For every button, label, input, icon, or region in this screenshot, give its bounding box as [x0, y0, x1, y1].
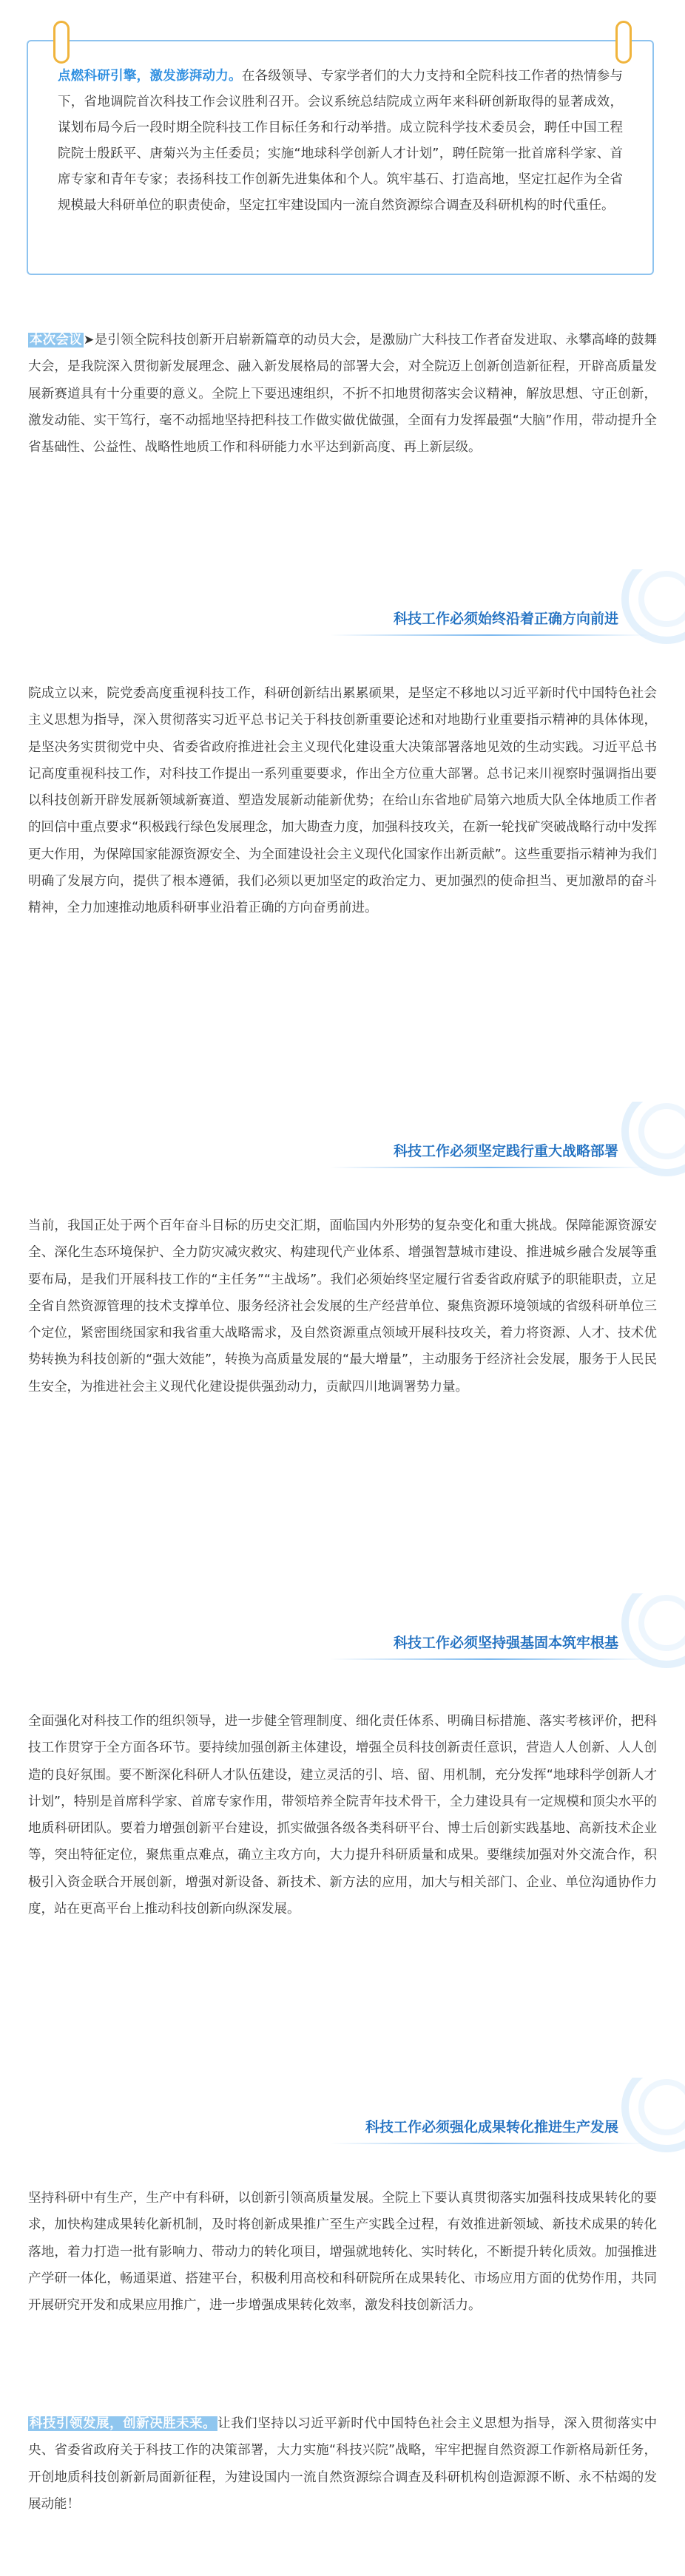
section-heading-3	[0, 1593, 685, 1675]
section-heading-2	[0, 1102, 685, 1183]
intro-lead: 点燃科研引擎，激发澎湃动力。	[58, 69, 242, 84]
arrow-icon: ➤	[83, 333, 95, 348]
section-title: 科技工作必须坚持强基固本筑牢根基	[393, 1635, 618, 1651]
closing-body: 让我们坚持以习近平新时代中国特色社会主义思想为指导，深入贯彻落实中央、省委省政府关于科技工作的决策部署，大力实施“科技兴院”战略，牢牢把握自然资源工作新格局新任务，开创地质科技创新新局面新征程，为建设国内一流自然资源综合调查及科研机构创造源源不断、永不枯竭的发展动能！	[28, 2416, 658, 2512]
intro-body: 在各级领导、专家学者们的大力支持和全院科技工作者的热情参与下，省地调院首次科技工作会议胜利召开。会议系统总结院成立两年来科研创新取得的显著成效，谋划布局今后一段时期全院科技工作目标任务和行动举措。成立院科学技术委员会，聘任中国工程院院士殷跃平、唐菊兴为主任委员；实施“地球科学创新人才计划”，聘任院第一批首席科学家、首席专家和青年专家；表扬科技工作创新先进集体和个人。筑牢基石、打造高地，坚定扛起作为全省规模最大科研单位的职责使命，坚定扛牢建设国内一流自然资源综合调查及科研机构的时代重任。	[58, 69, 624, 213]
title-underline	[330, 2143, 648, 2144]
section-title: 科技工作必须强化成果转化推进生产发展	[365, 2119, 618, 2135]
section-body: 院成立以来，院党委高度重视科技工作，科研创新结出累累硕果，是坚定不移地以习近平新时代中国特色社会主义思想为指导，深入贯彻落实习近平总书记关于科技创新重要论述和对地勘行业重要指示精神的具体体现，是坚决务实贯彻党中央、省委省政府推进社会主义现代化建设重大决策部署落地见效的生动实践。习近平总书记高度重视科技工作，对科技工作提出一系列重要要求，作出全方位重大部署。总书记来川视察时强调指出要以科技创新开辟发展新领域新赛道、塑造发展新动能新优势；在给山东省地矿局第六地质大队全体地质工作者的回信中重点要求“积极践行绿色发展理念，加大勘查力度，加强科技攻关，在新一轮找矿突破战略行动中发挥更大作用，为保障国家能源资源安全、为全面建设社会主义现代化国家作出新贡献”。这些重要指示精神为我们明确了发展方向，提供了根本遵循，我们必须以更加坚定的政治定力、更加强烈的使命担当、更加激昂的奋斗精神，全力加速推动地质科研事业沿着正确的方向奋勇前进。	[28, 686, 657, 916]
intro-card	[27, 40, 654, 275]
section-body: 全面强化对科技工作的组织领导，进一步健全管理制度、细化责任体系、明确目标措施、落实考核评价，把科技工作贯穿于全方面各环节。要持续加强创新主体建设，增强全员科技创新责任意识，营造人人创新、人人创造的良好氛围。要不断深化科研人才队伍建设，建立灵活的引、培、留、用机制，充分发挥“地球科学创新人才计划”，特别是首席科学家、首席专家作用，带领培养全院青年技术骨干，全力建设具有一定规模和顶尖水平的地质科研团队。要着力增强创新平台建设，抓实做强各级各类科研平台、博士后创新实践基地、高新技术企业等，突出特征定位，聚焦重点难点，确立主攻方向，大力提升科研质量和成果。要继续加强对外交流合作，积极引入资金联合开展创新，增强对新设备、新技术、新方法的应用，加大与相关部门、企业、单位沟通协作力度，站在更高平台上推动科技创新向纵深发展。	[28, 1714, 657, 1917]
title-underline	[330, 634, 648, 636]
section-body: 当前，我国正处于两个百年奋斗目标的历史交汇期，面临国内外形势的复杂变化和重大挑战。保障能源资源安全、深化生态环境保护、全力防灾减灾救灾、构建现代产业体系、增强智慧城市建设、推进城乡融合发展等重要布局，是我们开展科技工作的“主任务”“主战场”。我们必须始终坚定履行省委省政府赋予的职能职责，立足全省自然资源管理的技术支撑单位、服务经济社会发展的生产经营单位、聚焦资源环境领域的省级科研单位三个定位，紧密围绕国家和我省重大战略需求，及自然资源重点领域开展科技攻关，着力将资源、人才、技术优势转换为科技创新的“强大效能”，转换为高质量发展的“最大增量”，主动服务于经济社会发展，服务于人民民生安全，为推进社会主义现代化建设提供强劲动力，贡献四川地调署势力量。	[28, 1218, 657, 1394]
section-heading-1	[0, 569, 685, 651]
intro-text	[58, 64, 623, 219]
closing-paragraph	[28, 2410, 657, 2518]
right-binder-clip-icon	[615, 21, 632, 64]
title-underline	[330, 1658, 648, 1660]
left-binder-clip-icon	[53, 21, 70, 64]
meeting-highlight: 本次会议	[30, 333, 82, 348]
title-underline	[330, 1167, 648, 1168]
meeting-body: 是引领全院科技创新开启崭新篇章的动员大会，是激励广大科技工作者奋发进取、永攀高峰的鼓舞大会，是我院深入贯彻新发展理念、融入新发展格局的部署大会，对全院迈上创新创造新征程，开辟高质量发展新赛道具有十分重要的意义。全院上下要迅速组织，不折不扣地贯彻落实会议精神，解放思想、守正创新，激发动能、实干笃行，毫不动摇地坚持把科技工作做实做优做强，全面有力发挥最强“大脑”作用，带动提升全省基础性、公益性、战略性地质工作和科研能力水平达到新高度、再上新层级。	[28, 333, 658, 455]
section-heading-4	[0, 2078, 685, 2159]
section-title: 科技工作必须始终沿着正确方向前进	[393, 611, 618, 627]
closing-highlight: 科技引领发展，创新决胜未来。	[30, 2416, 217, 2431]
section-body: 坚持科研中有生产，生产中有科研，以创新引领高质量发展。全院上下要认真贯彻落实加强科技成果转化的要求，加快构建成果转化新机制，及时将创新成果推广至生产实践全过程，有效推进新领域、新技术成果的转化落地，着力打造一批有影响力、带动力的转化项目，增强就地转化、实时转化，不断提升转化质效。加强推进产学研一体化，畅通渠道、搭建平台，积极利用高校和科研院所在成果转化、市场应用方面的优势作用，共同开展研究开发和成果应用推广，进一步增强成果转化效率，激发科技创新活力。	[28, 2191, 657, 2314]
section-title: 科技工作必须坚定践行重大战略部署	[393, 1143, 618, 1159]
meeting-paragraph	[28, 327, 657, 461]
